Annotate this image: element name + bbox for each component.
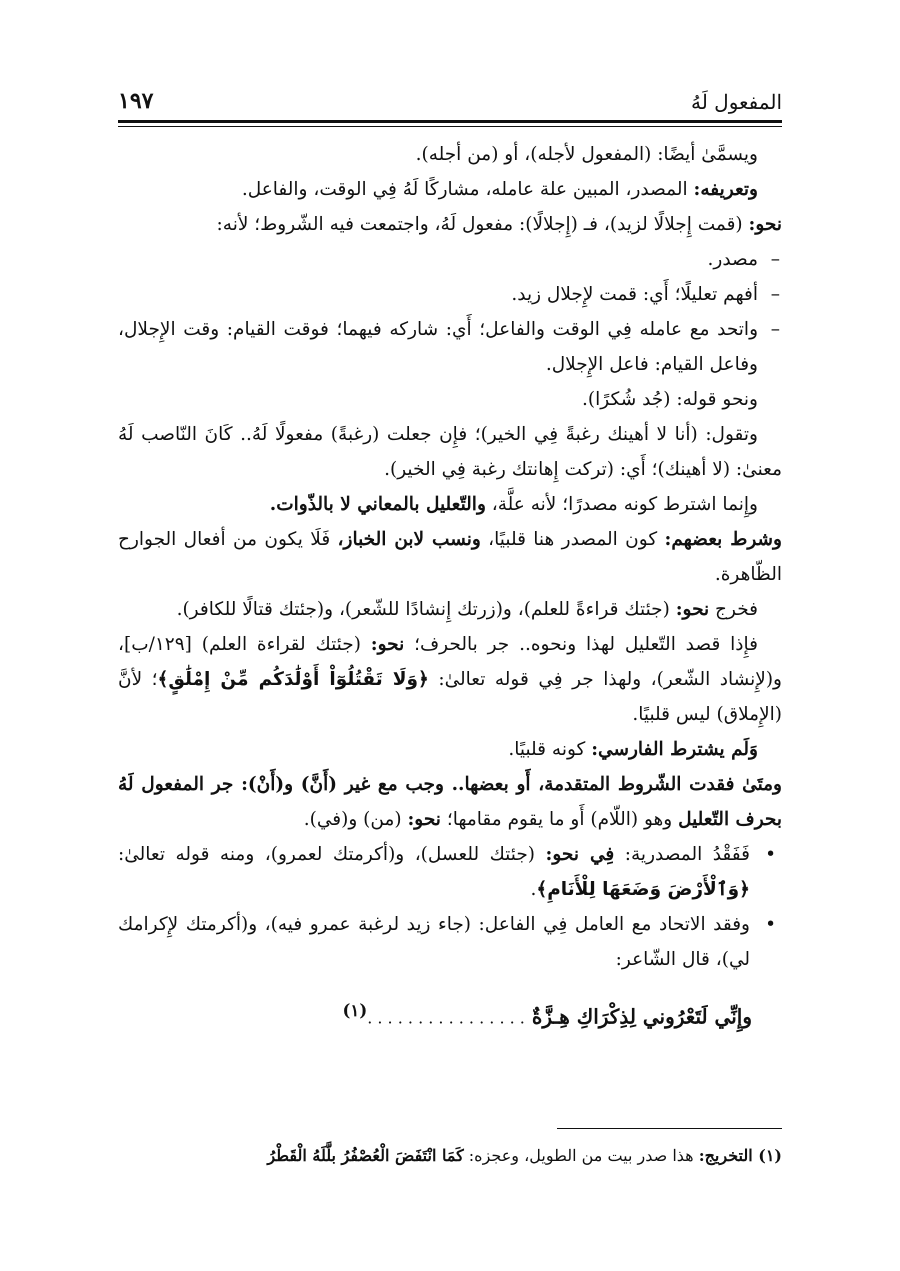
term-label: وتعريفه: xyxy=(693,179,758,200)
text-run: كون المصدر هنا قلبيًا، xyxy=(480,529,665,550)
page-number: ١٩٧ xyxy=(118,88,154,114)
poetry-verse xyxy=(118,993,782,1036)
footnote-text: هذا صدر بيت من الطويل، وعجزه: xyxy=(463,1146,699,1165)
text-run: (من) و(في). xyxy=(303,809,408,830)
dash-item xyxy=(118,277,782,312)
text-run: مصدر. xyxy=(707,249,758,270)
paragraph xyxy=(118,732,782,767)
paragraph xyxy=(118,207,782,242)
bold-run: وشرط بعضهم: xyxy=(664,529,782,550)
text-run: (جئتك قراءةً للعلم)، و(زرتك إِنشادًا للشّعر)، و(جئتك قتالًا للكافر). xyxy=(176,599,676,620)
text-run: فإِذا قصد التّعليل لهذا ونحوه.. جر بالحرف؛ xyxy=(404,634,758,655)
text-run: فَفَقْدُ المصدرية: xyxy=(614,844,750,865)
paragraph xyxy=(118,382,782,417)
bold-run: ومتَىٰ فقدت الشّروط المتقدمة، أَو بعضها.. وجب مع غير (أَنَّ) و(أَنْ): جر المفعول لَهُ بحرف التّعليل xyxy=(118,774,782,830)
footnote-rule xyxy=(557,1128,782,1129)
text-run: ويسمَّىٰ أيضًا: (المفعول لأجله)، أو (من أجله). xyxy=(415,144,758,165)
bullet-item xyxy=(118,837,782,907)
dash-item xyxy=(118,312,782,382)
paragraph xyxy=(118,767,782,837)
bold-run: ونسب لابن الخباز، xyxy=(337,529,481,550)
text-run: واتحد مع عامله فِي الوقت والفاعل؛ أَي: شاركه فيهما؛ فوقت القيام: وقت الإِجلال، وفاعل القيام: فاعل الإِجلال. xyxy=(118,319,758,375)
quran-quote: ﴿وَلَا تَقْتُلُوٓاْ أَوْلَٰدَكُم مِّنْ إِمْلَٰقٍ﴾ xyxy=(157,669,429,690)
footnote-quote: كَمَا انْتَفَضَ الْعُصْفُرُ بلَّلَهُ الْقَطْرُ xyxy=(267,1146,464,1165)
text-run: ؛ لأنَّ (الإِملاق) ليس قلبيًا. xyxy=(118,669,782,725)
term-label: نحو: xyxy=(748,214,782,235)
paragraph xyxy=(118,172,782,207)
text-run: المصدر، المبين علة عامله، مشاركًا لَهُ فِي الوقت، والفاعل. xyxy=(241,179,694,200)
verse-text: وإِنِّي لَتَعْرُوني لِذِكْرَاكِ هِـزَّةٌ xyxy=(531,1004,752,1029)
text-run: أفهم تعليلًا؛ أَي: قمت لإِجلال زيد. xyxy=(511,284,758,305)
text-run: كونه قلبيًا. xyxy=(508,739,592,760)
running-header xyxy=(118,82,782,114)
text-run: فَلَا يكون من أفعال الجوارح الظّاهرة. xyxy=(118,529,782,585)
text-run: وتقول: (أنا لا أهينك رغبةً فِي الخير)؛ فإِن جعلت (رغبةً) مفعولًا لَهُ.. كَانَ النّاصب لَهُ معنىٰ: (لا أهينك)؛ أَي: (تركت إِهانتك رغبة فِي الخير). xyxy=(118,424,782,480)
paragraph xyxy=(118,487,782,522)
paragraph xyxy=(118,627,782,732)
text-run: وهو (اللّام) أَو ما يقوم مقامها؛ xyxy=(440,809,679,830)
paragraph xyxy=(118,522,782,592)
bold-run: نحو: xyxy=(407,809,441,830)
page xyxy=(118,82,782,1165)
text-run: (جئتك لقراءة العلم) [١٢٩/ب]، و(لإِنشاد الشّعر)، ولهذا جر فِي قوله تعالىٰ: xyxy=(118,634,782,690)
footnote-label: (١) التخريج: xyxy=(698,1146,782,1165)
bullet-item xyxy=(118,907,782,977)
main-text xyxy=(118,137,782,1036)
header-rule-thin xyxy=(118,126,782,127)
bold-run: نحو: xyxy=(370,634,405,655)
text-run: ونحو قوله: (جُد شُكرًا). xyxy=(582,389,758,410)
header-rule-thick xyxy=(118,120,782,123)
text-run: وفقد الاتحاد مع العامل فِي الفاعل: (جاء زيد لرغبة عمرو فيه)، و(أكرمتك لإِكرامك لي)، قال الشّاعر: xyxy=(118,914,750,970)
verse-ellipsis: . . . . . . . . . . . . . . . . xyxy=(367,1008,525,1028)
paragraph xyxy=(118,137,782,172)
bold-run: والتّعليل بالمعاني لا بالذّوات. xyxy=(269,494,486,515)
paragraph xyxy=(118,417,782,487)
footnote xyxy=(118,1142,782,1170)
text-run: وإِنما اشترط كونه مصدرًا؛ لأنه علَّة، xyxy=(485,494,758,515)
footnote-ref: (١) xyxy=(342,1000,368,1020)
dash-item xyxy=(118,242,782,277)
text-run: (جئتك للعسل)، و(أكرمتك لعمرو)، ومنه قوله تعالىٰ: xyxy=(118,844,546,865)
bold-run: فِي نحو: xyxy=(545,844,615,865)
text-run: فخرج xyxy=(709,599,758,620)
text-run: (قمت إِجلالًا لزيد)، فـ (إِجلالًا): مفعول لَهُ، واجتمعت فيه الشّروط؛ لأنه: xyxy=(216,214,749,235)
quran-quote: ﴿وَٱلْأَرْضَ وَضَعَهَا لِلْأَنَامِ﴾ xyxy=(536,879,750,900)
paragraph xyxy=(118,592,782,627)
bold-run: نحو: xyxy=(675,599,710,620)
header-title: المفعول لَهُ xyxy=(690,90,782,114)
bold-run: وَلَم يشترط الفارسي: xyxy=(591,739,758,760)
text-run: . xyxy=(530,879,537,900)
